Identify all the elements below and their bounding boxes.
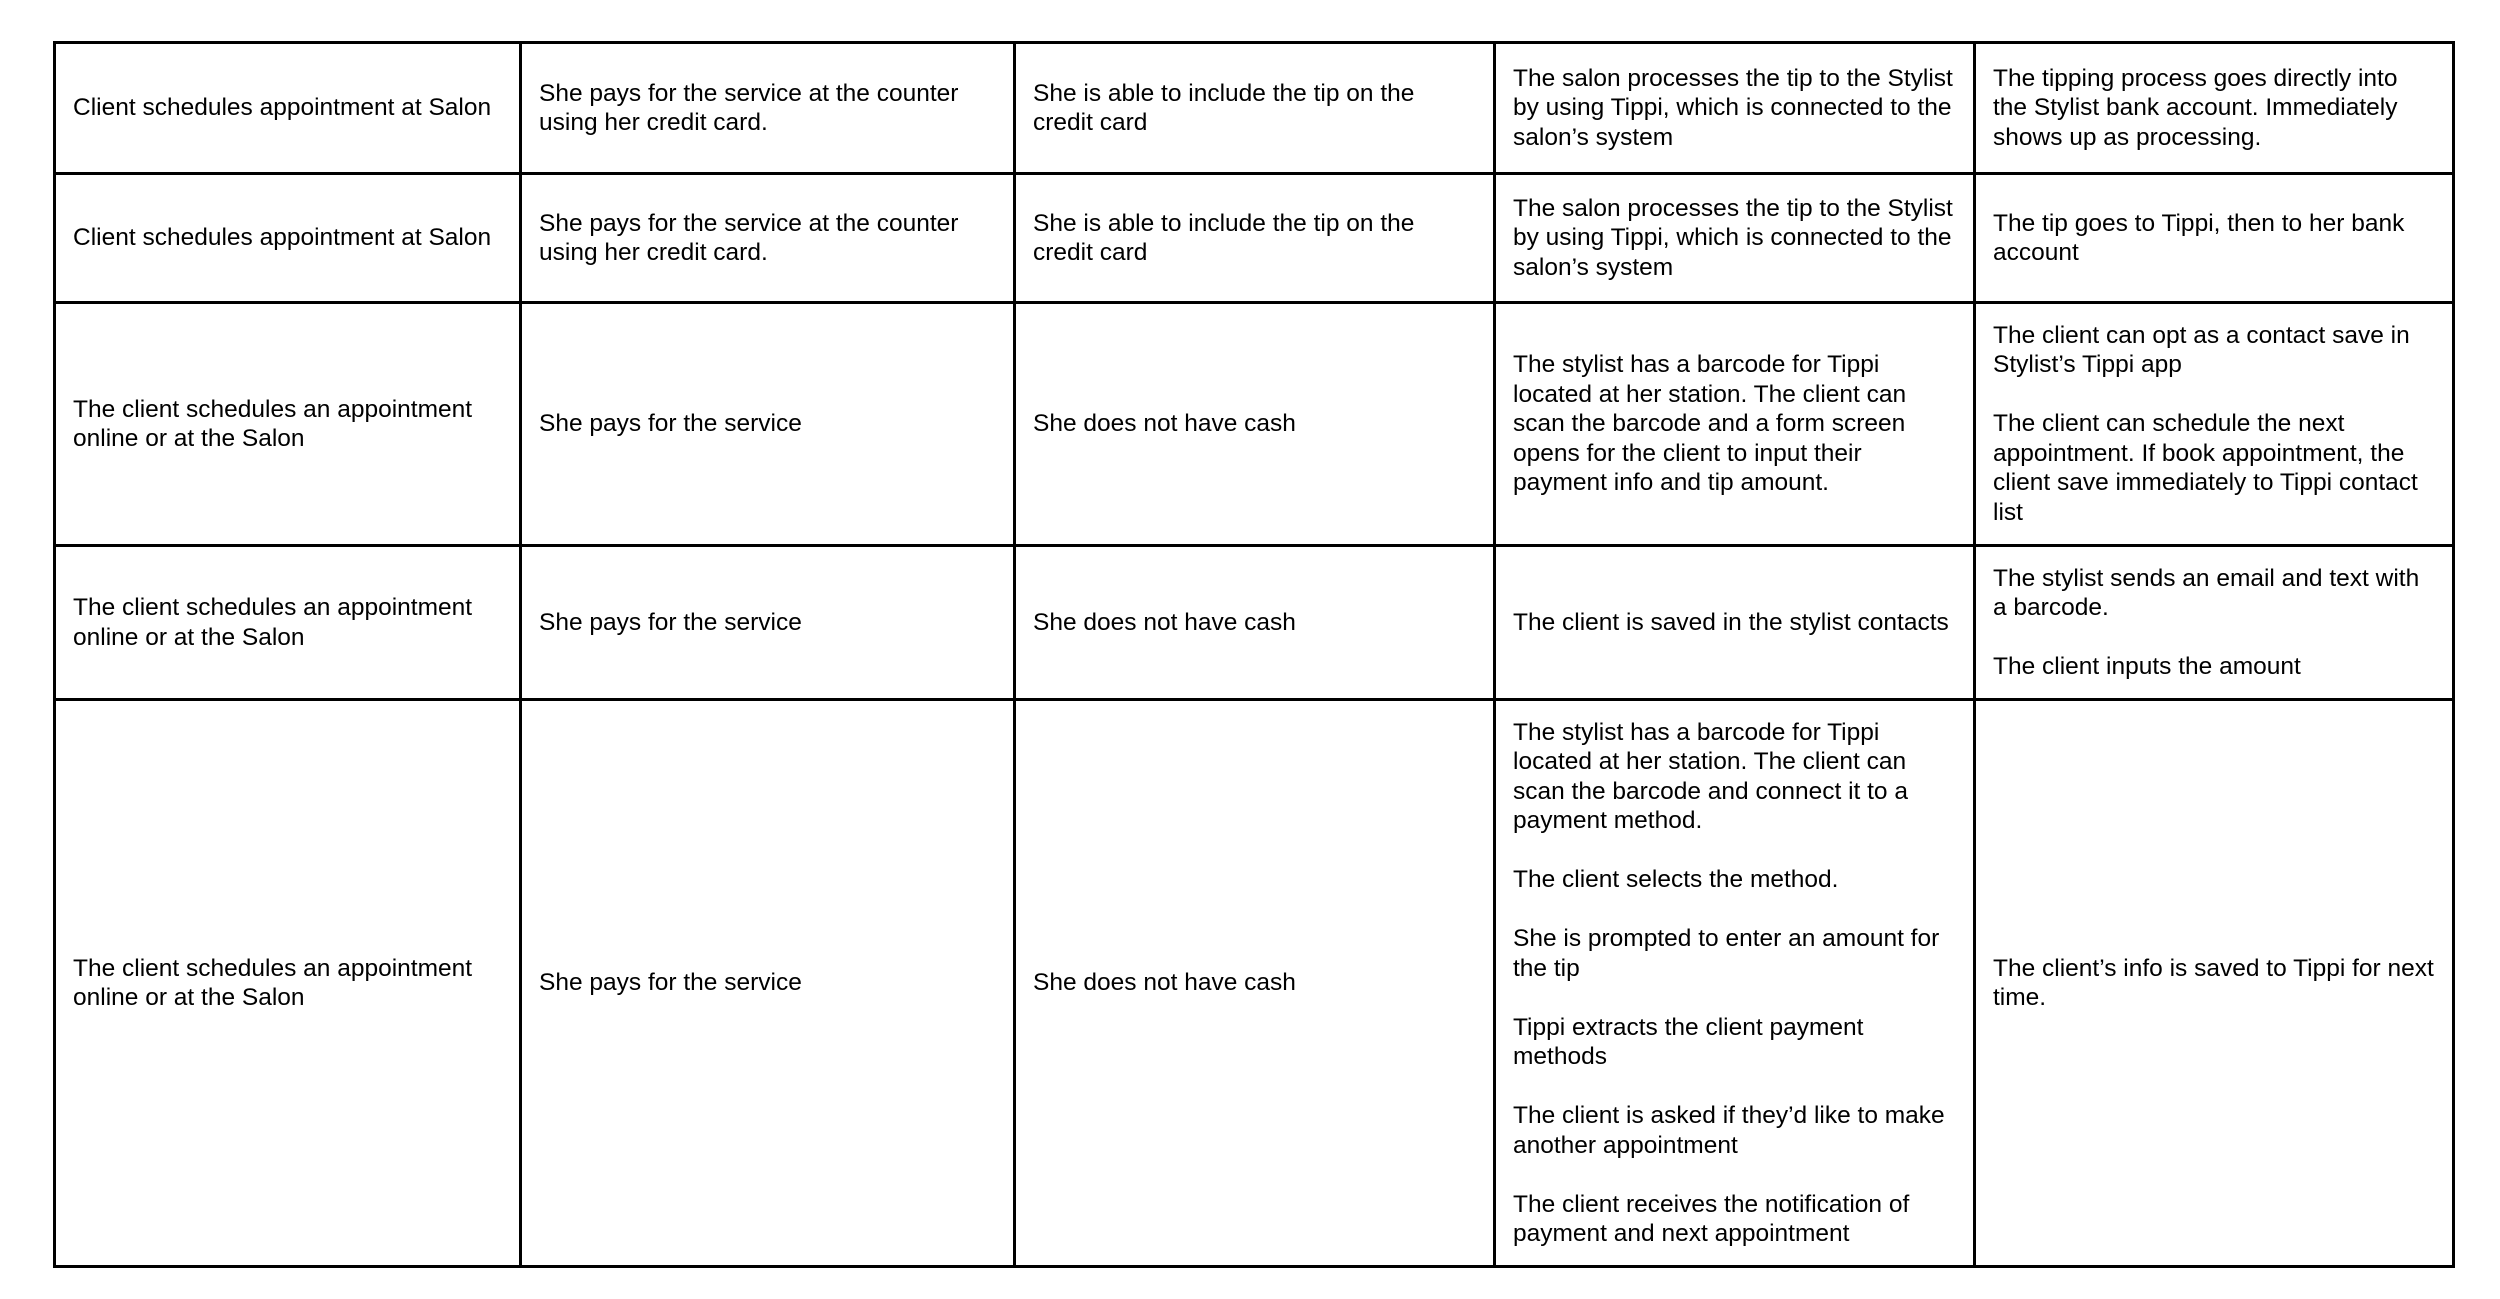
cell-paragraph: She pays for the service at the counter using her credit card. [539, 79, 959, 136]
table-cell-outcome [1975, 546, 2454, 700]
cell-paragraph: She pays for the service [539, 410, 802, 438]
cell-paragraph: The client’s info is saved to Tippi for next time. [1993, 954, 2434, 1011]
cell-paragraph: The salon processes the tip to the Stylist by using Tippi, which is connected to the salon’s system [1513, 64, 1953, 151]
cell-paragraph: The client inputs the amount [1993, 653, 2301, 680]
table-cell-outcome [1975, 303, 2454, 546]
cell-paragraph: She does not have cash [1033, 410, 1296, 438]
cell-paragraph: She pays for the service [539, 608, 802, 636]
cell-paragraph: The client is asked if they’d like to make another appointment [1513, 1102, 1945, 1159]
table-cell-tippi-process [1495, 700, 1975, 1267]
cell-paragraph: The tipping process goes directly into the Stylist bank account. Immediately shows up as processing. [1993, 64, 2398, 151]
cell-paragraph: She pays for the service [539, 969, 802, 997]
table-cell-client-action [55, 546, 521, 700]
cell-paragraph: She pays for the service at the counter using her credit card. [539, 209, 959, 266]
table-row [55, 174, 2454, 303]
cell-paragraph: The stylist sends an email and text with a barcode. [1993, 564, 2420, 621]
table-cell-client-action [55, 174, 521, 303]
table-cell-payment [521, 303, 1015, 546]
table-cell-payment [521, 43, 1015, 174]
cell-paragraph: She is able to include the tip on the credit card [1033, 209, 1415, 266]
table-cell-payment [521, 700, 1015, 1267]
cell-paragraph: She is prompted to enter an amount for the tip [1513, 925, 1940, 982]
table-row [55, 303, 2454, 546]
table-cell-payment [521, 546, 1015, 700]
cell-paragraph: The salon processes the tip to the Stylist by using Tippi, which is connected to the salon’s system [1513, 194, 1953, 281]
cell-paragraph: The stylist has a barcode for Tippi located at her station. The client can scan the barcode and connect it to a payment method. [1513, 718, 1908, 834]
cell-paragraph: The client receives the notification of payment and next appointment [1513, 1190, 1910, 1247]
cell-paragraph: The client selects the method. [1513, 866, 1839, 893]
table-row [55, 43, 2454, 174]
table-cell-cash-status [1015, 303, 1495, 546]
cell-paragraph: Tippi extracts the client payment methods [1513, 1013, 1864, 1070]
table-row [55, 700, 2454, 1267]
table-cell-cash-status [1015, 43, 1495, 174]
table-cell-tippi-process [1495, 546, 1975, 700]
table-cell-tippi-process [1495, 43, 1975, 174]
cell-paragraph: She is able to include the tip on the credit card [1033, 79, 1415, 136]
table-cell-outcome [1975, 700, 2454, 1267]
cell-paragraph: The tip goes to Tippi, then to her bank account [1993, 209, 2405, 266]
cell-paragraph: The client can schedule the next appointment. If book appointment, the client save immediately to Tippi contact list [1993, 410, 2418, 526]
cell-paragraph: The client can opt as a contact save in Stylist’s Tippi app [1993, 321, 2410, 379]
scenario-table [53, 41, 2455, 1268]
table-cell-tippi-process [1495, 174, 1975, 303]
cell-paragraph: The stylist has a barcode for Tippi located at her station. The client can scan the barcode and a form screen opens for the client to input their payment info and tip amount. [1513, 351, 1907, 497]
table-cell-tippi-process [1495, 303, 1975, 546]
table-cell-client-action [55, 43, 521, 174]
table-cell-cash-status [1015, 700, 1495, 1267]
table-cell-outcome [1975, 174, 2454, 303]
table-cell-cash-status [1015, 174, 1495, 303]
cell-paragraph: The client schedules an appointment online or at the Salon [73, 954, 473, 1011]
cell-paragraph: The client is saved in the stylist contacts [1513, 608, 1949, 636]
cell-paragraph: Client schedules appointment at Salon [73, 94, 492, 122]
cell-paragraph: She does not have cash [1033, 969, 1296, 997]
table-row [55, 546, 2454, 700]
cell-paragraph: She does not have cash [1033, 608, 1296, 636]
table-cell-cash-status [1015, 546, 1495, 700]
table-cell-client-action [55, 700, 521, 1267]
table-cell-client-action [55, 303, 521, 546]
table-cell-outcome [1975, 43, 2454, 174]
table-cell-payment [521, 174, 1015, 303]
cell-paragraph: The client schedules an appointment online or at the Salon [73, 594, 473, 651]
cell-paragraph: The client schedules an appointment online or at the Salon [73, 395, 473, 452]
cell-paragraph: Client schedules appointment at Salon [73, 224, 492, 252]
scenario-table-body [55, 43, 2454, 1267]
